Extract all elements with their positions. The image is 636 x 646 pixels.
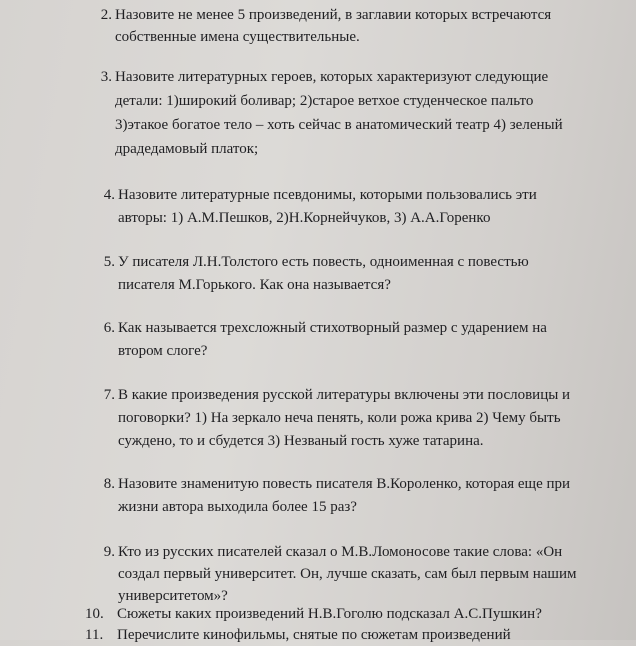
question-number: 4. bbox=[103, 187, 115, 203]
question-text-line: Назовите знаменитую повесть писателя В.Короленко, которая еще при bbox=[118, 476, 571, 492]
question-text-line: Назовите не менее 5 произведений, в заглавии которых встречаются bbox=[115, 7, 552, 23]
question-text-line: детали: 1)широкий боливар; 2)старое ветхое студенческое пальто bbox=[115, 93, 534, 109]
question-text-line: жизни автора выходила более 15 раз? bbox=[118, 499, 357, 515]
question-text-line: собственные имена существительные. bbox=[115, 29, 360, 45]
question-number: 2. bbox=[100, 7, 112, 23]
question-text-line: авторы: 1) А.М.Пешков, 2)Н.Корнейчуков, 3) А.А.Горенко bbox=[118, 210, 491, 226]
question-number: 9. bbox=[103, 544, 115, 560]
question-text-line: поговорки? 1) На зеркало неча пенять, коли рожа крива 2) Чему быть bbox=[118, 410, 561, 426]
question-text-line: У писателя Л.Н.Толстого есть повесть, одноименная с повестью bbox=[118, 254, 529, 270]
question-text-line: создал первый университет. Он, лучше сказать, сам был первым нашим bbox=[118, 566, 577, 582]
question-text-line: Назовите литературных героев, которых характеризуют следующие bbox=[115, 69, 549, 85]
question-text-line: Назовите литературные псевдонимы, которыми пользовались эти bbox=[118, 187, 537, 203]
question-text-line: писателя М.Горького. Как она называется? bbox=[118, 277, 391, 293]
question-text-line: драдедамовый платок; bbox=[115, 141, 259, 157]
question-number: 6. bbox=[103, 320, 115, 336]
question-number: 8. bbox=[103, 476, 115, 492]
question-text-line: В какие произведения русской литературы включены эти пословицы и bbox=[118, 387, 571, 403]
question-text-line: университетом»? bbox=[118, 588, 228, 604]
question-text-line: Перечислите кинофильмы, снятые по сюжетам произведений bbox=[117, 627, 511, 643]
question-text-line: 3)этакое богатое тело – хоть сейчас в анатомический театр 4) зеленый bbox=[115, 117, 563, 133]
question-number: 11. bbox=[85, 627, 104, 643]
question-text-line: Как называется трехсложный стихотворный размер с ударением на bbox=[118, 320, 547, 336]
question-number: 5. bbox=[103, 254, 115, 270]
question-text-line: Кто из русских писателей сказал о М.В.Ломоносове такие слова: «Он bbox=[118, 544, 563, 560]
question-text-line: Сюжеты каких произведений Н.В.Гоголю подсказал А.С.Пушкин? bbox=[117, 606, 542, 622]
question-text-line: суждено, то и сбудется 3) Незваный гость хуже татарина. bbox=[118, 433, 484, 449]
question-number: 3. bbox=[100, 69, 112, 85]
question-number: 7. bbox=[103, 387, 115, 403]
question-text-line: втором слоге? bbox=[118, 343, 208, 359]
question-number: 10. bbox=[85, 606, 104, 622]
